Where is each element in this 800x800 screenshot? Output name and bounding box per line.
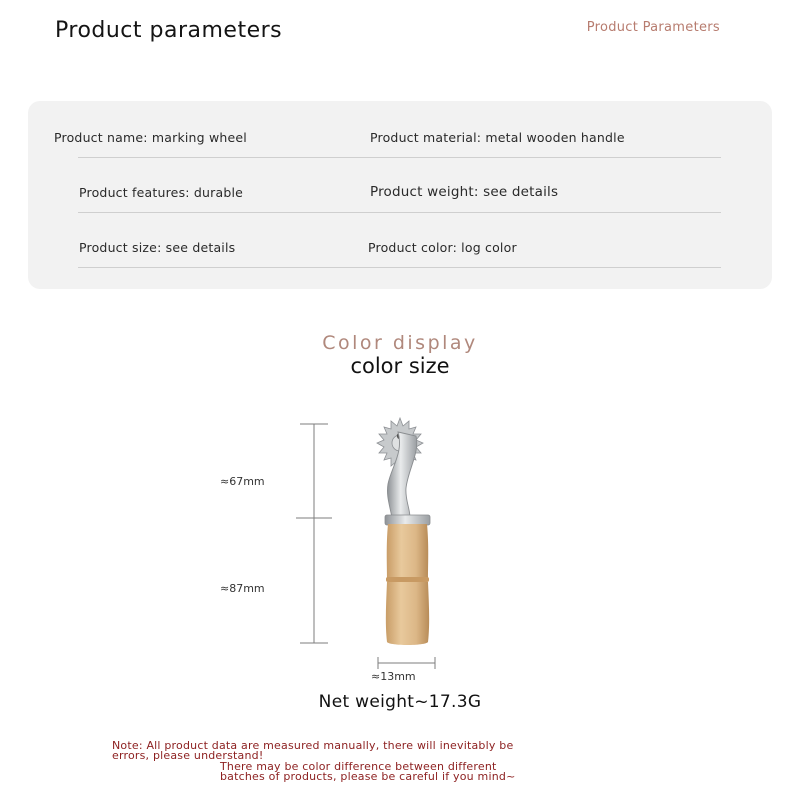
- note-line-3: There may be color difference between different: [220, 760, 497, 773]
- param-product-name: Product name: marking wheel: [54, 130, 247, 145]
- wooden-handle: [386, 524, 429, 645]
- dimension-width-label: ≈13mm: [371, 670, 416, 683]
- param-product-color: Product color: log color: [368, 240, 517, 255]
- param-product-material: Product material: metal wooden handle: [370, 130, 625, 145]
- param-product-features: Product features: durable: [79, 185, 244, 200]
- metal-ferrule: [385, 515, 430, 525]
- width-measure-line: [378, 657, 435, 669]
- page-title: Product parameters: [55, 18, 283, 43]
- color-display-heading: Color display: [322, 332, 478, 354]
- height-measure-line: [296, 424, 332, 643]
- note-line-2: errors, please understand!: [112, 749, 264, 762]
- param-product-weight: Product weight: see details: [370, 184, 559, 200]
- dimension-upper-label: ≈67mm: [220, 475, 265, 488]
- dimension-lower-label: ≈87mm: [220, 582, 265, 595]
- note-line-4: batches of products, please be careful if you mind~: [220, 770, 516, 783]
- corner-label: Product Parameters: [586, 20, 720, 35]
- param-product-size: Product size: see details: [79, 240, 236, 255]
- net-weight: Net weight~17.3G: [318, 692, 482, 712]
- note-line-1: Note: All product data are measured manually, there will inevitably be: [112, 739, 514, 752]
- color-size-heading: color size: [350, 354, 450, 378]
